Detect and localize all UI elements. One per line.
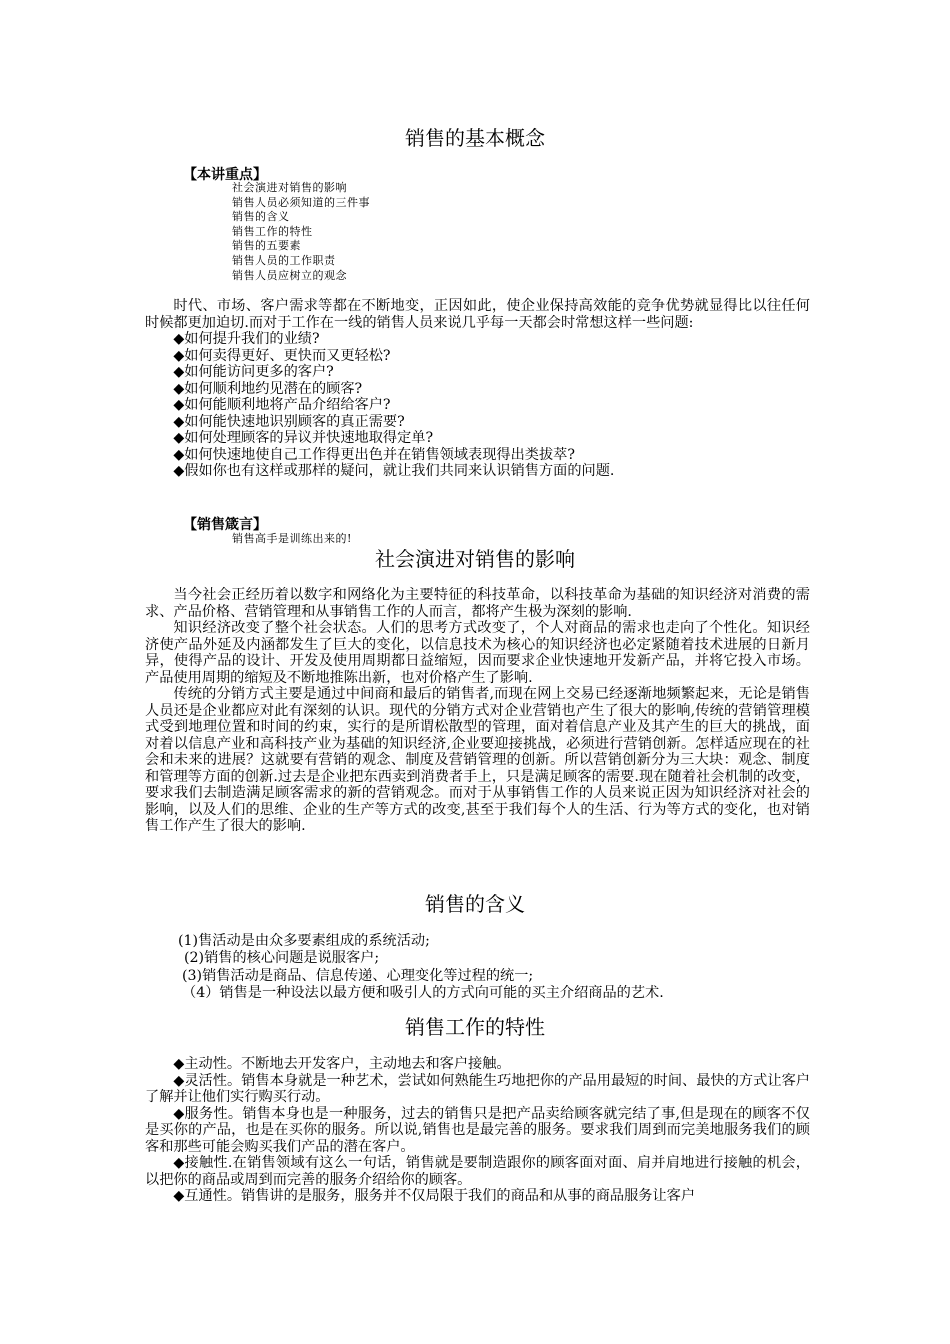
question-item: ◆如何能顺利地将产品介绍给客户? [173,397,391,413]
list-item: (3)销售活动是商品、信息传递、心理变化等过程的统一; [182,967,534,984]
meaning-list [176,933,664,1002]
question-item: ◆如何能访问更多的客户? [173,364,334,380]
key-point-item: 销售的含义 [232,210,290,224]
question-item: ◆如何能快速地识别顾客的真正需要? [173,413,405,430]
question-item: ◆如何卖得更好、更快而又更轻松? [173,347,391,364]
question-item: ◆如何快速地使自己工作得更出色并在销售领域表现得出类拔萃? [173,446,575,463]
section-title-features: 销售工作的特性 [405,1015,545,1039]
question-item: ◆如何提升我们的业绩? [173,331,320,347]
intro-section [145,298,810,480]
key-point-item: 销售的五要素 [232,239,301,253]
paragraph: ◆接触性.在销售领域有这么一句话，销售就是要制造跟你的顾客面对面、肩并肩地进行接触的机会，以把你的商品或周到而完善的服务介绍给你的顾客。 [145,1155,810,1188]
paragraph: ◆互通性。销售讲的是服务，服务并不仅局限于我们的商品和从事的商品服务让客户 [173,1188,696,1204]
list-item: (2)销售的核心问题是说服客户; [184,950,380,967]
key-point-item: 销售工作的特性 [232,224,313,238]
key-point-item: 销售人员应树立的观念 [232,268,347,282]
question-item: ◆如何处理顾客的异议并快速地取得定单? [173,430,434,446]
section-features-body [145,1056,810,1205]
key-point-item: 社会演进对销售的影响 [232,181,347,194]
key-points-label: 【本讲重点】 [183,167,267,183]
section-title-society: 社会演进对销售的影响 [375,547,575,571]
key-point-item: 销售人员的工作职责 [232,254,336,267]
motto-text: 销售高手是训练出来的! [232,532,352,545]
question-item: ◆假如你也有这样或那样的疑问，就让我们共同来认识销售方面的问题. [173,463,615,479]
question-item: ◆如何顺利地约见潜在的顾客? [173,380,363,397]
paragraph: ◆灵活性。销售本身就是一种艺术，尝试如何熟能生巧地把你的产品用最短的时间、最快的方式让客户了解并让他们实行购买行动。 [145,1072,810,1105]
motto-label: 【销售箴言】 [183,517,267,533]
paragraph: 当今社会正经历着以数字和网络化为主要特征的科技革命，以科技革命为基础的知识经济对消费的需求、产品价格、营销管理和从事销售工作的人而言，都将产生极为深刻的影响. [145,587,810,620]
list-item: （4）销售是一种设法以最方便和吸引人的方式向可能的买主介绍商品的艺术. [182,984,664,1001]
section-title-meaning: 销售的含义 [425,892,525,916]
section-society-body [145,587,810,835]
paragraph: ◆主动性。不断地去开发客户，主动地去和客户接触。 [173,1056,511,1072]
paragraph: 传统的分销方式主要是通过中间商和最后的销售者,而现在网上交易已经逐渐地频繁起来，无论是销售人员还是企业都应对此有深刻的认识。现代的分销方式对企业营销也产生了很大的影响,传统的营销管理模式受到地理位置和时间的约束，实行的是所谓松散型的管理，面对着信息产业及其产生的巨大的挑战，面对着以信息产业和高科技产业为基础的知识经济,企业要迎接挑战，必须进行营销创新。怎样适应现在的社会和未来的进展？这就要有营销的观念、制度及营销管理的创新。所以营销创新分为三大块：观念、制度和管理等方面的创新.过去是企业把东西卖到消费者手上，只是满足顾客的需要.现在随着社会机制的改变，要求我们去制造满足顾客需求的新的营销观念。而对于从事销售工作的人员来说正因为知识经济对社会的影响，以及人们的思维、企业的生产等方式的改变,甚至于我们每个人的生活、行为等方式的变化，也对销售工作产生了很大的影响. [145,686,810,834]
paragraph: 知识经济改变了整个社会状态。人们的思考方式改变了，个人对商品的需求也走向了个性化。知识经济使产品外延及内涵都发生了巨大的变化，以信息技术为核心的知识经济也必定紧随着技术进展的日新月异，使得产品的设计、开发及使用周期都日益缩短，因而要求企业快速地开发新产品，并将它投入市场。产品使用周期的缩短及不断地推陈出新，也对价格产生了影响. [145,620,810,686]
paragraph: ◆服务性。销售本身也是一种服务，过去的销售只是把产品卖给顾客就完结了事,但是现在的顾客不仅是买你的产品，也是在买你的服务。所以说,销售也是最完善的服务。要求我们周到而完美地服务我们的顾客和那些可能会购买我们产品的潜在客户。 [145,1105,810,1155]
intro-paragraph: 时代、市场、客户需求等都在不断地变，正因如此，使企业保持高效能的竞争优势就显得比以往任何时候都更加迫切.而对于工作在一线的销售人员来说几乎每一天都会时常想这样一些问题: [145,298,810,331]
key-point-item: 销售人员必须知道的三件事 [232,195,370,209]
page-title: 销售的基本概念 [405,126,545,150]
list-item: (1)售活动是由众多要素组成的系统活动; [178,933,430,949]
